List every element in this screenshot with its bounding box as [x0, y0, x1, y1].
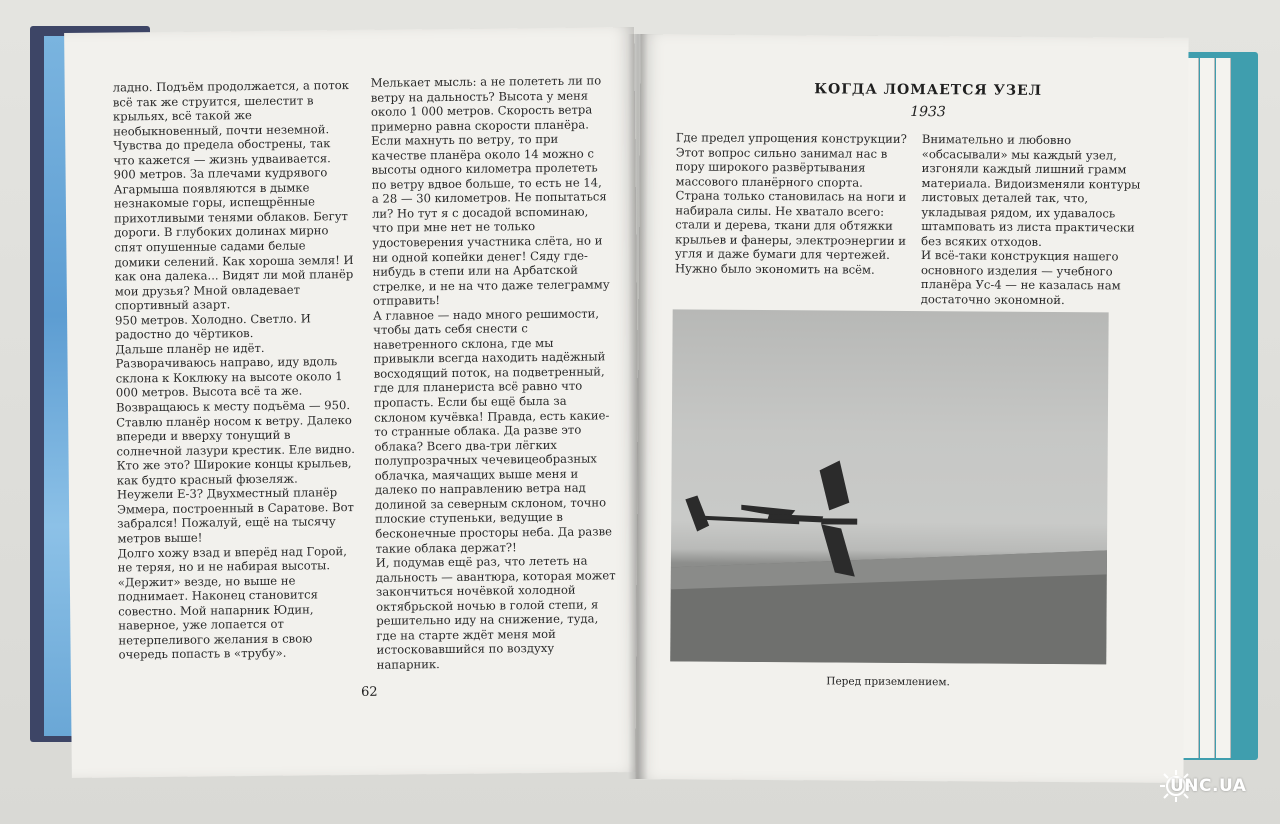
photo-caption: Перед приземлением. — [826, 675, 950, 689]
watermark — [1158, 768, 1268, 804]
glider-landing-image — [670, 309, 1108, 664]
glider-silhouette — [685, 459, 858, 576]
right-page-column-2: Внимательно и любовно «обсасывали» мы каждый узел, изгоняли каждый лишний грамм материала. Видоизменяли контуры листовых деталей так, что, укладывая рядом, их удавалось штамповать из листа практически без всяких отходов. И всё-таки конструкция нашего основного изделия — учебного планёра Ус-4 — не казалась нам достаточно экономной. — [920, 132, 1141, 308]
right-page — [635, 34, 1188, 783]
left-page-column-2: Мелькает мысль: а не полететь ли по ветру на дальность? Высота у меня около 1 000 метров. Скорость ветра примерно равна скорости планёра. Если махнуть по ветру, то при качестве планёра около 14 можно с высоты одного километра пролететь по ветру вдвое больше, то есть не 14, а 28 — 30 километров. Не попытаться ли? Но тут я с досадой вспоминаю, что при мне нет не только удостоверения участника слёта, но и ни одной копейки денег! Сяду где-нибудь в степи или на Арбатской стрелке, и не на что даже телеграмму отправить! А главное — надо много решимости, чтобы дать себя снести с наветренного склона, где мы привыкли всегда находить надёжный восходящий поток, на подветренный, где для планериста всё равно что пропасть. Если бы ещё была за склоном кучёвка! Правда, есть какие-то странные облака. Да разве это облака? Всего два-три лёгких полупрозрачных чечевицеобразных облачка, маячащих выше меня и далеко по направлению ветра над долиной за северным склоном, точно плоские ступеньки, ведущие в бесконечные просторы неба. Да разве такие облака держат?! И, подумав ещё раз, что лететь на дальность — авантюра, которая может закончиться ночёвкой холодной октябрьской ночью в голой степи, я решительно иду на снижение, туда, где на старте ждёт меня мой истосковавшийся по воздуху напарник. — [370, 73, 616, 672]
watermark-text: UNC.UA — [1170, 776, 1247, 796]
book-spine-shadow — [628, 34, 648, 779]
chapter-year: 1933 — [910, 103, 946, 121]
right-page-column-1: Где предел упрощения конструкции? Этот вопрос сильно занимал нас в пору широкого развёртывания массового планёрного спорта. Страна только становилась на ноги и набирала силы. Не хватало всего: стали и дерева, ткани для обтяжки крыльев и фанеры, электроэнергии и угля и даже бумаги для чертежей. Нужно было экономить на всём. — [674, 130, 907, 277]
left-page-column-1: ладно. Подъём продолжается, а поток всё так же струится, шелестит в крыльях, всё такой же необыкновенный, почти неземной. Чувства до предела обострены, так что кажется — жизнь удваивается. 900 метров. За плечами кудрявого Агармыша появляются в дымке незнакомые горы, испещрённые прихотливыми тенями облаков. Бегут дороги. В глубоких долинах мирно спят опушенные садами белые домики селений. Как хороша земля! И как она далека... Видят ли мой планёр мои друзья? Мной овладевает спортивный азарт. 950 метров. Холодно. Светло. И радостно до чёртиков. Дальше планёр не идёт. Разворачиваюсь направо, иду вдоль склона к Коклюку на высоте около 1 000 метров. Высота всё та же. Возвращаюсь к месту подъёма — 950. Ставлю планёр носом к ветру. Далеко впереди и вверху тонущий в солнечной лазури крестик. Еле видно. Кто же это? Широкие концы крыльев, как будто красный фюзеляж. Неужели Е-3? Двухместный планёр Эммера, построенный в Саратове. Вот забрался! Пожалуй, ещё на тысячу метров выше! Долго хожу взад и вперёд над Горой, не теряя, но и не набирая высоты. «Держит» везде, но выше не поднимает. Наконец становится совестно. Мой напарник Юдин, наверное, уже лопается от нетерпеливого желания в свою очередь попасть в «трубу». — [112, 78, 355, 662]
page-number: 62 — [360, 684, 378, 700]
glider-photo — [670, 309, 1108, 664]
left-page — [64, 27, 642, 778]
chapter-title: КОГДА ЛОМАЕТСЯ УЗЕЛ — [814, 81, 1043, 99]
